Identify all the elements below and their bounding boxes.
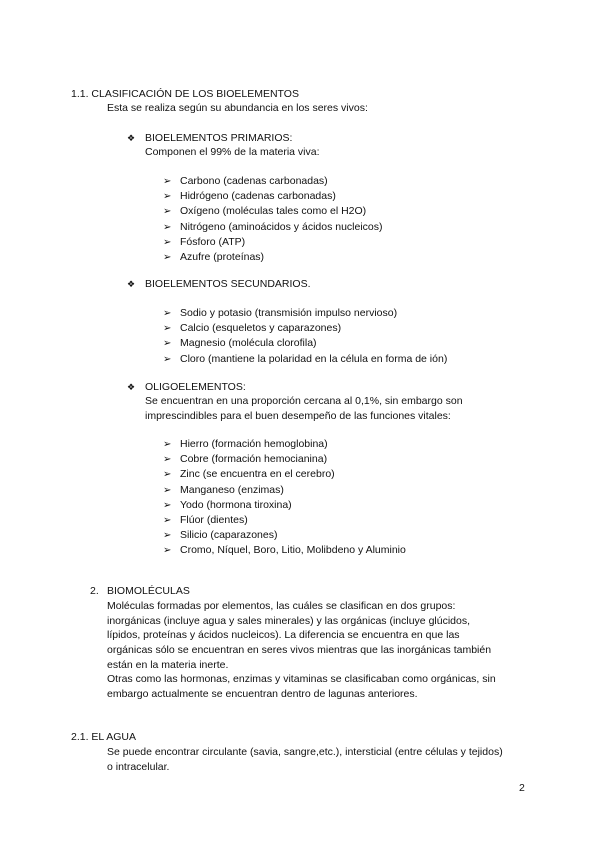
arrow-bullet-icon: ➢	[163, 221, 172, 233]
diamond-bullet-icon: ❖	[127, 279, 136, 289]
paragraph-line: Se puede encontrar circulante (savia, sangre,etc.), intersticial (entre células y tejidos)	[107, 746, 503, 758]
paragraph-line: orgánicas sólo se encuentran en seres vivos mientras que las inorgánicas también	[107, 644, 492, 656]
oligo-desc-1: Se encuentran en una proporción cercana al 0,1%, sin embargo son	[145, 395, 463, 407]
page-number: 2	[519, 782, 525, 794]
arrow-bullet-icon: ➢	[163, 499, 172, 511]
section-2-1-heading: 2.1. EL AGUA	[71, 731, 136, 743]
arrow-bullet-icon: ➢	[163, 191, 172, 203]
section-1-1-heading: 1.1. CLASIFICACIÓN DE LOS BIOELEMENTOS	[71, 88, 299, 100]
oligo-title: OLIGOELEMENTOS:	[145, 381, 246, 393]
paragraph-line: embargo actualmente se encuentran dentro de lagunas anteriores.	[107, 688, 418, 700]
arrow-bullet-icon: ➢	[163, 353, 172, 365]
primarios-title: BIOELEMENTOS PRIMARIOS:	[145, 132, 293, 144]
paragraph-line: inorgánicas (incluye agua y sales minerales) y las orgánicas (incluye glúcidos,	[107, 615, 471, 627]
arrow-bullet-icon: ➢	[163, 338, 172, 350]
secundarios-title: BIOELEMENTOS SECUNDARIOS.	[145, 278, 311, 290]
paragraph-line: Moléculas formadas por elementos, las cuáles se clasifican en dos grupos:	[107, 600, 456, 612]
section-2-number: 2.	[90, 585, 99, 597]
paragraph-line: Otras como las hormonas, enzimas y vitaminas se clasificaban como orgánicas, sin	[107, 673, 496, 685]
arrow-bullet-icon: ➢	[163, 176, 172, 187]
section-1-1-intro: Esta se realiza según su abundancia en los seres vivos:	[107, 102, 368, 114]
arrow-bullet-icon: ➢	[163, 206, 172, 218]
arrow-bullet-icon: ➢	[163, 484, 172, 496]
arrow-bullet-icon: ➢	[163, 236, 172, 248]
arrow-bullet-icon: ➢	[163, 530, 172, 542]
paragraph-line: están en la materia inerte.	[107, 659, 229, 671]
primarios-desc: Componen el 99% de la materia viva:	[145, 146, 320, 158]
arrow-bullet-icon: ➢	[163, 323, 172, 335]
arrow-bullet-icon: ➢	[163, 545, 172, 557]
section-2-heading: BIOMOLÉCULAS	[107, 585, 190, 597]
arrow-bullet-icon: ➢	[163, 251, 172, 263]
arrow-bullet-icon: ➢	[163, 439, 172, 450]
diamond-bullet-icon: ❖	[127, 382, 136, 392]
paragraph-line: lípidos, proteínas y ácidos nucleicos). La diferencia se encuentra en que las	[107, 629, 460, 641]
oligo-desc-2: imprescindibles para el buen desempeño de las funciones vitales:	[145, 410, 451, 422]
paragraph-line: o intracelular.	[107, 761, 170, 773]
arrow-bullet-icon: ➢	[163, 454, 172, 466]
arrow-bullet-icon: ➢	[163, 514, 172, 526]
arrow-bullet-icon: ➢	[163, 469, 172, 481]
diamond-bullet-icon: ❖	[127, 133, 136, 143]
arrow-bullet-icon: ➢	[163, 308, 172, 319]
